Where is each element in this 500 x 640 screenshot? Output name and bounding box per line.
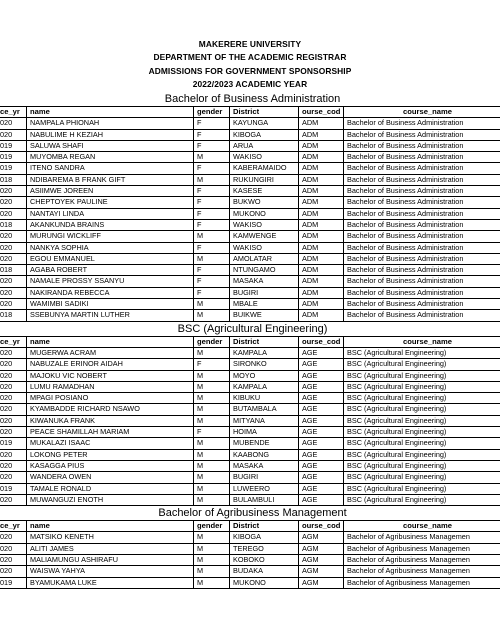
course-code-cell: AGE — [299, 460, 344, 471]
district-cell: MASAKA — [230, 460, 299, 471]
district-cell: AMOLATAR — [230, 253, 299, 264]
entry-year-cell: 020 — [0, 253, 27, 264]
student-name-cell: MPAGI POSIANO — [27, 393, 194, 404]
entry-year-cell: 020 — [0, 554, 27, 565]
course-code-cell: ADM — [299, 118, 344, 129]
gender-cell: F — [194, 197, 230, 208]
gender-cell: M — [194, 532, 230, 543]
student-name-cell: MAJOKU VIC NOBERT — [27, 370, 194, 381]
student-name-cell: MUYOMBA REGAN — [27, 152, 194, 163]
table-row — [0, 532, 500, 543]
gender-cell: M — [194, 438, 230, 449]
course-code-cell: ADM — [299, 276, 344, 287]
district-cell: KAMPALA — [230, 347, 299, 358]
course-code-cell: AGE — [299, 415, 344, 426]
entry-year-cell: 020 — [0, 427, 27, 438]
student-name-cell: MUGERWA ACRAM — [27, 347, 194, 358]
gender-cell: M — [194, 253, 230, 264]
academic-year: 2022/2023 ACADEMIC YEAR — [192, 78, 308, 89]
student-name-cell: NAMPALA PHIONAH — [27, 118, 194, 129]
entry-year-cell: 020 — [0, 404, 27, 415]
district-cell: KABERAMAIDO — [230, 163, 299, 174]
course-name-cell: BSC (Agricultural Engineering) — [344, 427, 500, 438]
course-code-cell: ADM — [299, 129, 344, 140]
district-cell: WAKISO — [230, 219, 299, 230]
table-row — [0, 276, 500, 287]
column-header: ourse_cod — [299, 336, 344, 347]
gender-cell: M — [194, 566, 230, 577]
course-code-cell: AGE — [299, 404, 344, 415]
course-name-cell: BSC (Agricultural Engineering) — [344, 460, 500, 471]
gender-cell: M — [194, 347, 230, 358]
student-name-cell: WAISWA YAHYA — [27, 566, 194, 577]
course-name-cell: Bachelor of Business Administration — [344, 163, 500, 174]
entry-year-cell: 020 — [0, 494, 27, 505]
gender-cell: M — [194, 299, 230, 310]
table-row — [0, 242, 500, 253]
district-cell: BUGIRI — [230, 287, 299, 298]
document-header — [0, 38, 500, 91]
course-code-cell: ADM — [299, 219, 344, 230]
student-name-cell: EGOU EMMANUEL — [27, 253, 194, 264]
student-name-cell: ASIIMWE JOREEN — [27, 186, 194, 197]
table-row — [0, 415, 500, 426]
course-name-cell: BSC (Agricultural Engineering) — [344, 494, 500, 505]
table-row — [0, 494, 500, 505]
district-cell: KIBOGA — [230, 129, 299, 140]
gender-cell: F — [194, 265, 230, 276]
table-row — [0, 460, 500, 471]
entry-year-cell: 020 — [0, 197, 27, 208]
student-name-cell: PEACE SHAMILLAH MARIAM — [27, 427, 194, 438]
district-cell: BUIKWE — [230, 310, 299, 321]
entry-year-cell: 020 — [0, 566, 27, 577]
gender-cell: F — [194, 186, 230, 197]
district-cell: MUKONO — [230, 577, 299, 588]
section-title: Bachelor of Business Administration — [0, 92, 500, 107]
course-name-cell: Bachelor of Business Administration — [344, 219, 500, 230]
district-cell: MUKONO — [230, 208, 299, 219]
entry-year-cell: 020 — [0, 449, 27, 460]
entry-year-cell: 020 — [0, 231, 27, 242]
table-row — [0, 381, 500, 392]
course-name-cell: Bachelor of Business Administration — [344, 242, 500, 253]
column-header-row — [0, 107, 500, 118]
gender-cell: F — [194, 427, 230, 438]
entry-year-cell: 020 — [0, 287, 27, 298]
student-name-cell: TAMALE RONALD — [27, 483, 194, 494]
district-cell: RUKUNGIRI — [230, 174, 299, 185]
district-cell: MBALE — [230, 299, 299, 310]
table-row — [0, 566, 500, 577]
course-name-cell: Bachelor of Agribusiness Managemen — [344, 566, 500, 577]
course-code-cell: AGM — [299, 532, 344, 543]
entry-year-cell: 018 — [0, 265, 27, 276]
student-name-cell: NABULIME H KEZIAH — [27, 129, 194, 140]
course-code-cell: ADM — [299, 231, 344, 242]
course-code-cell: ADM — [299, 140, 344, 151]
gender-cell: M — [194, 152, 230, 163]
table-row — [0, 404, 500, 415]
entry-year-cell: 019 — [0, 577, 27, 588]
gender-cell: F — [194, 219, 230, 230]
course-name-cell: BSC (Agricultural Engineering) — [344, 359, 500, 370]
student-name-cell: ALITI JAMES — [27, 543, 194, 554]
entry-year-cell: 020 — [0, 242, 27, 253]
course-code-cell: ADM — [299, 197, 344, 208]
section-title-row — [0, 92, 500, 107]
district-cell: BULAMBULI — [230, 494, 299, 505]
course-code-cell: AGE — [299, 494, 344, 505]
course-name-cell: Bachelor of Business Administration — [344, 287, 500, 298]
gender-cell: M — [194, 543, 230, 554]
table-row — [0, 472, 500, 483]
table-row — [0, 231, 500, 242]
department-name: DEPARTMENT OF THE ACADEMIC REGISTRAR — [153, 52, 347, 63]
course-code-cell: AGM — [299, 554, 344, 565]
course-name-cell: Bachelor of Business Administration — [344, 118, 500, 129]
table-row — [0, 219, 500, 230]
course-code-cell: AGE — [299, 347, 344, 358]
course-name-cell: Bachelor of Agribusiness Managemen — [344, 532, 500, 543]
gender-cell: F — [194, 140, 230, 151]
district-cell: NTUNGAMO — [230, 265, 299, 276]
district-cell: KOBOKO — [230, 554, 299, 565]
entry-year-cell: 019 — [0, 163, 27, 174]
column-header: ce_yr — [0, 336, 27, 347]
table-row — [0, 393, 500, 404]
entry-year-cell: 020 — [0, 472, 27, 483]
course-code-cell: ADM — [299, 208, 344, 219]
course-code-cell: AGE — [299, 449, 344, 460]
entry-year-cell: 020 — [0, 299, 27, 310]
course-name-cell: Bachelor of Agribusiness Managemen — [344, 554, 500, 565]
course-code-cell: ADM — [299, 253, 344, 264]
column-header: District — [230, 107, 299, 118]
course-name-cell: BSC (Agricultural Engineering) — [344, 381, 500, 392]
admissions-table — [0, 92, 500, 589]
course-name-cell: Bachelor of Business Administration — [344, 231, 500, 242]
entry-year-cell: 019 — [0, 483, 27, 494]
district-cell: KIBOGA — [230, 532, 299, 543]
district-cell: WAKISO — [230, 242, 299, 253]
course-code-cell: AGM — [299, 543, 344, 554]
course-name-cell: Bachelor of Agribusiness Managemen — [344, 577, 500, 588]
gender-cell: M — [194, 393, 230, 404]
student-name-cell: MUWANGUZI ENOTH — [27, 494, 194, 505]
course-name-cell: BSC (Agricultural Engineering) — [344, 404, 500, 415]
student-name-cell: NAMALE PROSSY SSANYU — [27, 276, 194, 287]
column-header-row — [0, 336, 500, 347]
entry-year-cell: 020 — [0, 276, 27, 287]
entry-year-cell: 020 — [0, 118, 27, 129]
student-name-cell: CHEPTOYEK PAULINE — [27, 197, 194, 208]
student-name-cell: BYAMUKAMA LUKE — [27, 577, 194, 588]
column-header: name — [27, 336, 194, 347]
district-cell: KAYUNGA — [230, 118, 299, 129]
admissions-title: ADMISSIONS FOR GOVERNMENT SPONSORSHIP — [148, 65, 352, 76]
entry-year-cell: 020 — [0, 186, 27, 197]
gender-cell: M — [194, 231, 230, 242]
course-code-cell: ADM — [299, 174, 344, 185]
table-row — [0, 577, 500, 588]
table-row — [0, 543, 500, 554]
table-row — [0, 163, 500, 174]
course-code-cell: ADM — [299, 242, 344, 253]
district-cell: MASAKA — [230, 276, 299, 287]
section-title: Bachelor of Agribusiness Management — [0, 506, 500, 521]
column-header: ourse_cod — [299, 521, 344, 532]
student-name-cell: KIWANUKA FRANK — [27, 415, 194, 426]
district-cell: HOIMA — [230, 427, 299, 438]
course-name-cell: Bachelor of Business Administration — [344, 253, 500, 264]
gender-cell: M — [194, 460, 230, 471]
column-header: District — [230, 521, 299, 532]
student-name-cell: MUKALAZI ISAAC — [27, 438, 194, 449]
student-name-cell: NANKYA SOPHIA — [27, 242, 194, 253]
district-cell: BUGIRI — [230, 472, 299, 483]
district-cell: TEREGO — [230, 543, 299, 554]
student-name-cell: MURUNGI WICKLIFF — [27, 231, 194, 242]
course-code-cell: ADM — [299, 186, 344, 197]
course-code-cell: AGE — [299, 381, 344, 392]
student-name-cell: WANDERA OWEN — [27, 472, 194, 483]
course-name-cell: BSC (Agricultural Engineering) — [344, 483, 500, 494]
table-row — [0, 347, 500, 358]
student-name-cell: SSEBUNYA MARTIN LUTHER — [27, 310, 194, 321]
table-row — [0, 186, 500, 197]
district-cell: BUDAKA — [230, 566, 299, 577]
course-code-cell: ADM — [299, 152, 344, 163]
table-row — [0, 438, 500, 449]
table-row — [0, 129, 500, 140]
course-name-cell: BSC (Agricultural Engineering) — [344, 370, 500, 381]
course-name-cell: BSC (Agricultural Engineering) — [344, 347, 500, 358]
entry-year-cell: 019 — [0, 140, 27, 151]
gender-cell: M — [194, 404, 230, 415]
table-row — [0, 253, 500, 264]
gender-cell: M — [194, 415, 230, 426]
gender-cell: M — [194, 370, 230, 381]
gender-cell: M — [194, 577, 230, 588]
gender-cell: M — [194, 174, 230, 185]
section-title: BSC (Agricultural Engineering) — [0, 321, 500, 336]
student-name-cell: KASAGGA PIUS — [27, 460, 194, 471]
course-code-cell: AGE — [299, 393, 344, 404]
student-name-cell: MATSIKO KENETH — [27, 532, 194, 543]
district-cell: MITYANA — [230, 415, 299, 426]
gender-cell: F — [194, 359, 230, 370]
gender-cell: M — [194, 381, 230, 392]
gender-cell: F — [194, 118, 230, 129]
course-code-cell: AGE — [299, 359, 344, 370]
column-header: course_name — [344, 107, 500, 118]
course-name-cell: Bachelor of Business Administration — [344, 299, 500, 310]
course-code-cell: AGM — [299, 566, 344, 577]
table-row — [0, 287, 500, 298]
district-cell: BUTAMBALA — [230, 404, 299, 415]
student-name-cell: MALIAMUNGU ASHIRAFU — [27, 554, 194, 565]
course-code-cell: ADM — [299, 163, 344, 174]
table-row — [0, 208, 500, 219]
district-cell: KAABONG — [230, 449, 299, 460]
student-name-cell: LUMU RAMADHAN — [27, 381, 194, 392]
course-name-cell: BSC (Agricultural Engineering) — [344, 393, 500, 404]
district-cell: KASESE — [230, 186, 299, 197]
student-name-cell: LOKONG PETER — [27, 449, 194, 460]
district-cell: MOYO — [230, 370, 299, 381]
course-code-cell: ADM — [299, 265, 344, 276]
table-row — [0, 197, 500, 208]
course-name-cell: BSC (Agricultural Engineering) — [344, 449, 500, 460]
entry-year-cell: 020 — [0, 393, 27, 404]
column-header: gender — [194, 107, 230, 118]
entry-year-cell: 020 — [0, 208, 27, 219]
entry-year-cell: 018 — [0, 310, 27, 321]
entry-year-cell: 019 — [0, 152, 27, 163]
column-header-row — [0, 521, 500, 532]
entry-year-cell: 020 — [0, 415, 27, 426]
gender-cell: F — [194, 129, 230, 140]
column-header: ce_yr — [0, 107, 27, 118]
student-name-cell: NAKIRANDA REBECCA — [27, 287, 194, 298]
entry-year-cell: 020 — [0, 129, 27, 140]
course-name-cell: Bachelor of Business Administration — [344, 310, 500, 321]
gender-cell: F — [194, 208, 230, 219]
district-cell: ARUA — [230, 140, 299, 151]
table-row — [0, 152, 500, 163]
gender-cell: F — [194, 276, 230, 287]
entry-year-cell: 020 — [0, 359, 27, 370]
gender-cell: F — [194, 163, 230, 174]
course-name-cell: Bachelor of Business Administration — [344, 174, 500, 185]
table-row — [0, 174, 500, 185]
entry-year-cell: 020 — [0, 370, 27, 381]
student-name-cell: AGABA ROBERT — [27, 265, 194, 276]
course-code-cell: ADM — [299, 299, 344, 310]
district-cell: KAMPALA — [230, 381, 299, 392]
gender-cell: F — [194, 242, 230, 253]
entry-year-cell: 018 — [0, 219, 27, 230]
gender-cell: M — [194, 472, 230, 483]
entry-year-cell: 019 — [0, 438, 27, 449]
district-cell: KAMWENGE — [230, 231, 299, 242]
student-name-cell: AKANKUNDA BRAINS — [27, 219, 194, 230]
column-header: ourse_cod — [299, 107, 344, 118]
course-name-cell: Bachelor of Business Administration — [344, 276, 500, 287]
section-title-row — [0, 506, 500, 521]
table-row — [0, 483, 500, 494]
table-row — [0, 118, 500, 129]
gender-cell: M — [194, 483, 230, 494]
gender-cell: M — [194, 554, 230, 565]
section-title-row — [0, 321, 500, 336]
entry-year-cell: 020 — [0, 381, 27, 392]
table-row — [0, 299, 500, 310]
student-name-cell: KYAMBADDE RICHARD NSAWO — [27, 404, 194, 415]
course-name-cell: BSC (Agricultural Engineering) — [344, 415, 500, 426]
district-cell: KIBUKU — [230, 393, 299, 404]
column-header: course_name — [344, 521, 500, 532]
student-name-cell: NABUZALE ERINOR AIDAH — [27, 359, 194, 370]
district-cell: BUKWO — [230, 197, 299, 208]
student-name-cell: NDIBAREMA B FRANK GIFT — [27, 174, 194, 185]
course-name-cell: Bachelor of Agribusiness Managemen — [344, 543, 500, 554]
course-name-cell: Bachelor of Business Administration — [344, 186, 500, 197]
entry-year-cell: 020 — [0, 543, 27, 554]
course-code-cell: AGE — [299, 438, 344, 449]
course-code-cell: AGE — [299, 427, 344, 438]
course-name-cell: Bachelor of Business Administration — [344, 140, 500, 151]
student-name-cell: NANTAYI LINDA — [27, 208, 194, 219]
table-row — [0, 310, 500, 321]
entry-year-cell: 020 — [0, 460, 27, 471]
entry-year-cell: 020 — [0, 532, 27, 543]
district-cell: MUBENDE — [230, 438, 299, 449]
admissions-table-sheet — [0, 92, 500, 589]
column-header: gender — [194, 336, 230, 347]
entry-year-cell: 020 — [0, 347, 27, 358]
table-row — [0, 265, 500, 276]
course-name-cell: Bachelor of Business Administration — [344, 152, 500, 163]
course-code-cell: AGM — [299, 577, 344, 588]
course-code-cell: AGE — [299, 472, 344, 483]
column-header: name — [27, 521, 194, 532]
course-code-cell: AGE — [299, 483, 344, 494]
column-header: gender — [194, 521, 230, 532]
course-code-cell: ADM — [299, 310, 344, 321]
column-header: course_name — [344, 336, 500, 347]
course-code-cell: AGE — [299, 370, 344, 381]
district-cell: SIRONKO — [230, 359, 299, 370]
course-name-cell: Bachelor of Business Administration — [344, 129, 500, 140]
gender-cell: M — [194, 494, 230, 505]
university-name: MAKERERE UNIVERSITY — [198, 39, 302, 49]
course-code-cell: ADM — [299, 287, 344, 298]
table-row — [0, 554, 500, 565]
course-name-cell: BSC (Agricultural Engineering) — [344, 438, 500, 449]
column-header: District — [230, 336, 299, 347]
student-name-cell: SALUWA SHAFI — [27, 140, 194, 151]
course-name-cell: Bachelor of Business Administration — [344, 208, 500, 219]
entry-year-cell: 018 — [0, 174, 27, 185]
gender-cell: M — [194, 310, 230, 321]
column-header: ce_yr — [0, 521, 27, 532]
district-cell: LUWEERO — [230, 483, 299, 494]
table-row — [0, 370, 500, 381]
student-name-cell: WAMIMBI SADIKI — [27, 299, 194, 310]
gender-cell: M — [194, 449, 230, 460]
table-row — [0, 359, 500, 370]
gender-cell: F — [194, 287, 230, 298]
course-name-cell: BSC (Agricultural Engineering) — [344, 472, 500, 483]
district-cell: WAKISO — [230, 152, 299, 163]
table-row — [0, 140, 500, 151]
course-name-cell: Bachelor of Business Administration — [344, 265, 500, 276]
table-row — [0, 427, 500, 438]
student-name-cell: ITENO SANDRA — [27, 163, 194, 174]
course-name-cell: Bachelor of Business Administration — [344, 197, 500, 208]
table-row — [0, 449, 500, 460]
column-header: name — [27, 107, 194, 118]
